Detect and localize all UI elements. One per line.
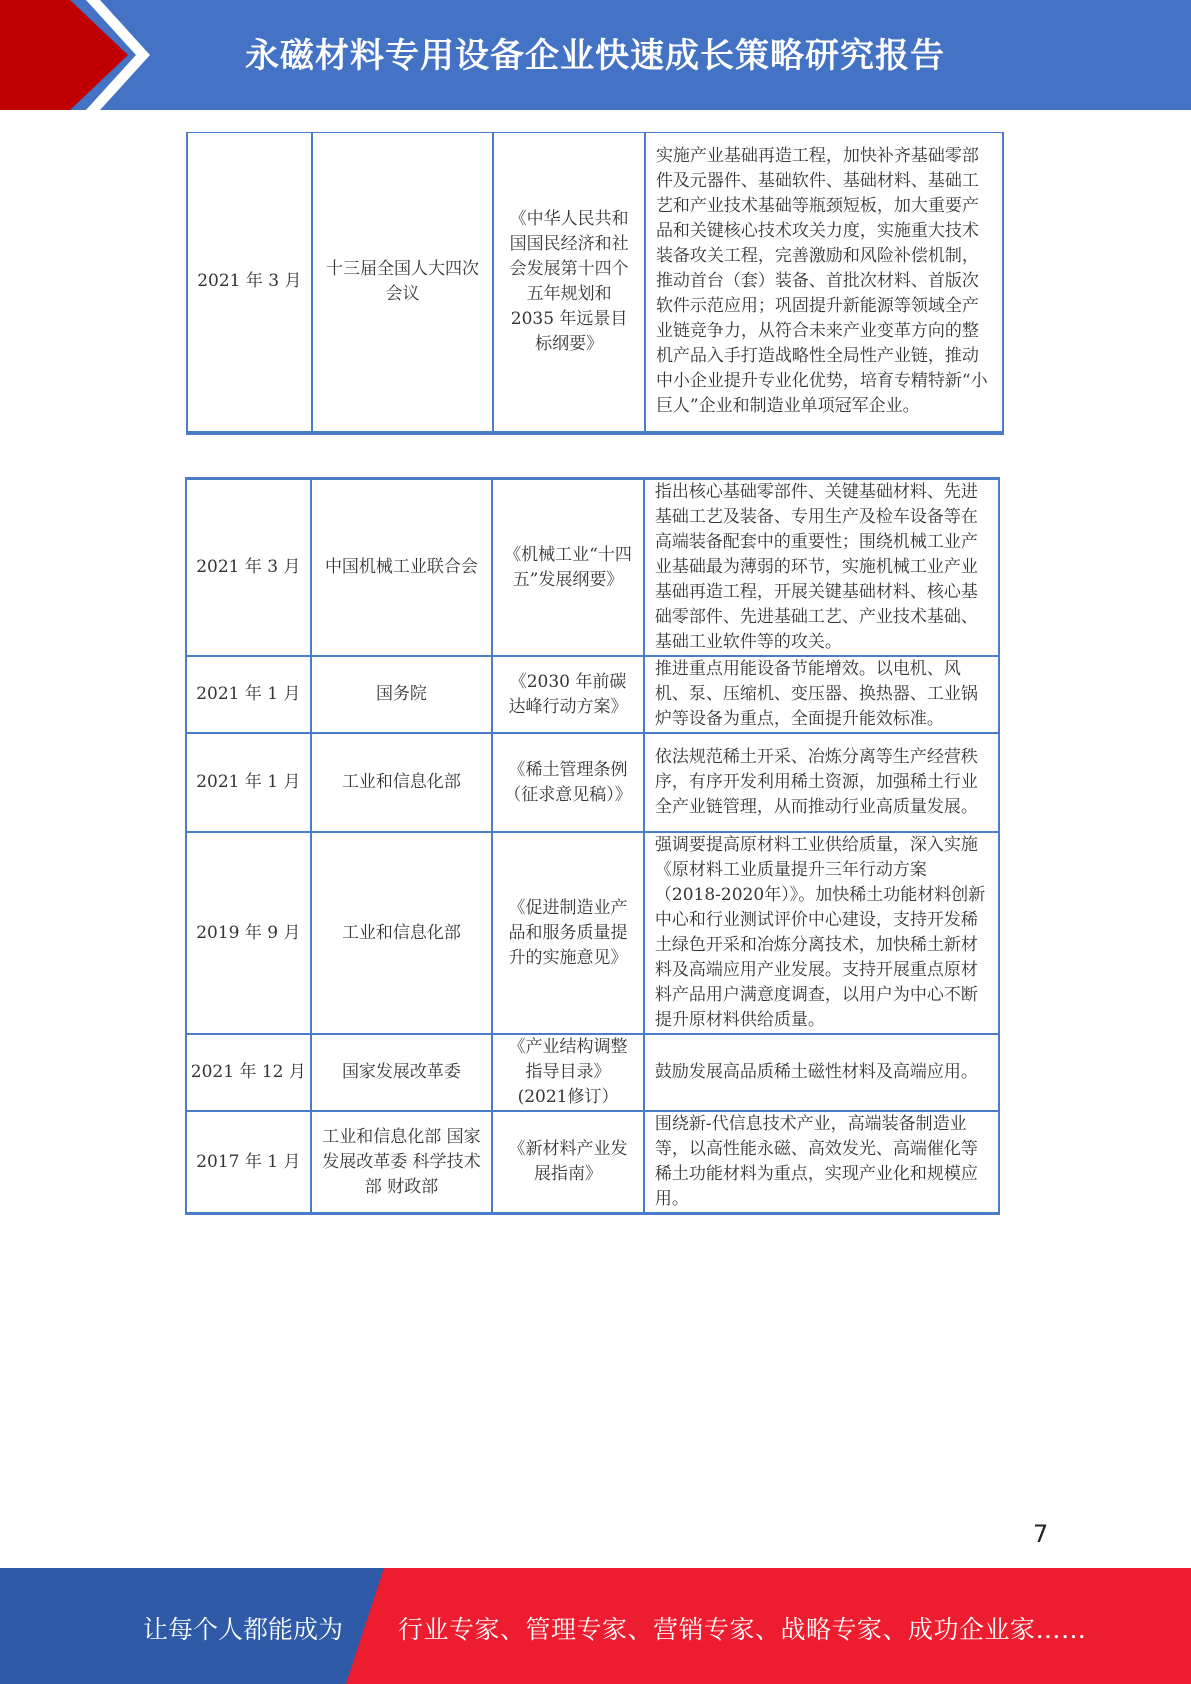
page-header (0, 0, 1191, 110)
content-cell: 推进重点用能设备节能增效。以电机、风机、泵、压缩机、变压器、换热器、工业锅炉等设备为重点，全面提升能效标准。 (644, 656, 999, 733)
content-cell: 鼓励发展高品质稀土磁性材料及高端应用。 (644, 1034, 999, 1111)
document-cell: 《2030 年前碳达峰行动方案》 (492, 656, 644, 733)
table-row (186, 1034, 999, 1111)
date-cell: 2021 年 1 月 (186, 656, 311, 733)
content-cell: 依法规范稀土开采、冶炼分离等生产经营秩序，有序开发利用稀土资源，加强稀土行业全产业链管理，从而推动行业高质量发展。 (644, 733, 999, 832)
org-cell: 十三届全国人大四次会议 (312, 133, 494, 433)
table-row (186, 656, 999, 733)
content-cell: 围绕新-代信息技术产业，高端装备制造业等，以高性能永磁、高效发光、高端催化等稀土功能材料为重点，实现产业化和规模应用。 (644, 1111, 999, 1214)
table-row (186, 479, 999, 657)
document-cell: 《稀土管理条例（征求意见稿）》 (492, 733, 644, 832)
org-cell: 工业和信息化部 (311, 832, 492, 1034)
org-cell: 国家发展改革委 (311, 1034, 492, 1111)
org-cell: 中国机械工业联合会 (311, 479, 492, 657)
page-footer (0, 1568, 1191, 1684)
date-cell: 2021 年 3 月 (186, 479, 311, 657)
content-cell: 实施产业基础再造工程，加快补齐基础零部件及元器件、基础软件、基础材料、基础工艺和产业技术基础等瓶颈短板，加大重要产品和关键核心技术攻关力度，实施重大技术装备攻关工程，完善激励和风险补偿机制，推动首台（套）装备、首批次材料、首版次软件示范应用；巩固提升新能源等领域全产业链竞争力，从符合未来产业变革方向的整机产品入手打造战略性全局性产业链，推动中小企业提升专业化优势，培育专精特新“小巨人”企业和制造业单项冠军企业。 (645, 133, 1003, 433)
page-number: 7 (1033, 1520, 1049, 1548)
date-cell: 2021 年 12 月 (186, 1034, 311, 1111)
table-row (186, 1111, 999, 1214)
footer-slogan-left: 让每个人都能成为 (143, 1615, 344, 1644)
date-cell: 2019 年 9 月 (186, 832, 311, 1034)
policy-table-1 (186, 132, 1004, 435)
document-cell: 《机械工业“十四五”发展纲要》 (492, 479, 644, 657)
table-row (187, 133, 1003, 433)
org-cell: 工业和信息化部 (311, 733, 492, 832)
org-cell: 工业和信息化部 国家发展改革委 科学技术部 财政部 (311, 1111, 492, 1214)
document-cell: 《产业结构调整指导目录》(2021修订） (492, 1034, 644, 1111)
policy-table-2 (185, 477, 1000, 1215)
table-row (186, 832, 999, 1034)
table-row (186, 733, 999, 832)
date-cell: 2021 年 3 月 (187, 133, 312, 433)
report-title: 永磁材料专用设备企业快速成长策略研究报告 (245, 36, 945, 76)
document-cell: 《新材料产业发展指南》 (492, 1111, 644, 1214)
date-cell: 2017 年 1 月 (186, 1111, 311, 1214)
content-cell: 强调要提高原材料工业供给质量，深入实施《原材料工业质量提升三年行动方案（2018-2020年）》。加快稀土功能材料创新中心和行业测试评价中心建设，支持开发稀土绿色开采和冶炼分离技术，加快稀土新材料及高端应用产业发展。支持开展重点原材料产品用户满意度调查，以用户为中心不断提升原材料供给质量。 (644, 832, 999, 1034)
document-cell: 《促进制造业产品和服务质量提升的实施意见》 (492, 832, 644, 1034)
date-cell: 2021 年 1 月 (186, 733, 311, 832)
header-red-chevron (0, 0, 140, 110)
content-cell: 指出核心基础零部件、关键基础材料、先进基础工艺及装备、专用生产及检车设备等在高端装备配套中的重要性；围绕机械工业产业基础最为薄弱的环节，实施机械工业产业基础再造工程，开展关键基础材料、核心基础零部件、先进基础工艺、产业技术基础、基础工业软件等的攻关。 (644, 479, 999, 657)
org-cell: 国务院 (311, 656, 492, 733)
document-cell: 《中华人民共和国国民经济和社会发展第十四个五年规划和 2035 年远景目标纲要》 (493, 133, 645, 433)
footer-slogan-right: 行业专家、管理专家、营销专家、战略专家、成功企业家…… (398, 1615, 1087, 1644)
